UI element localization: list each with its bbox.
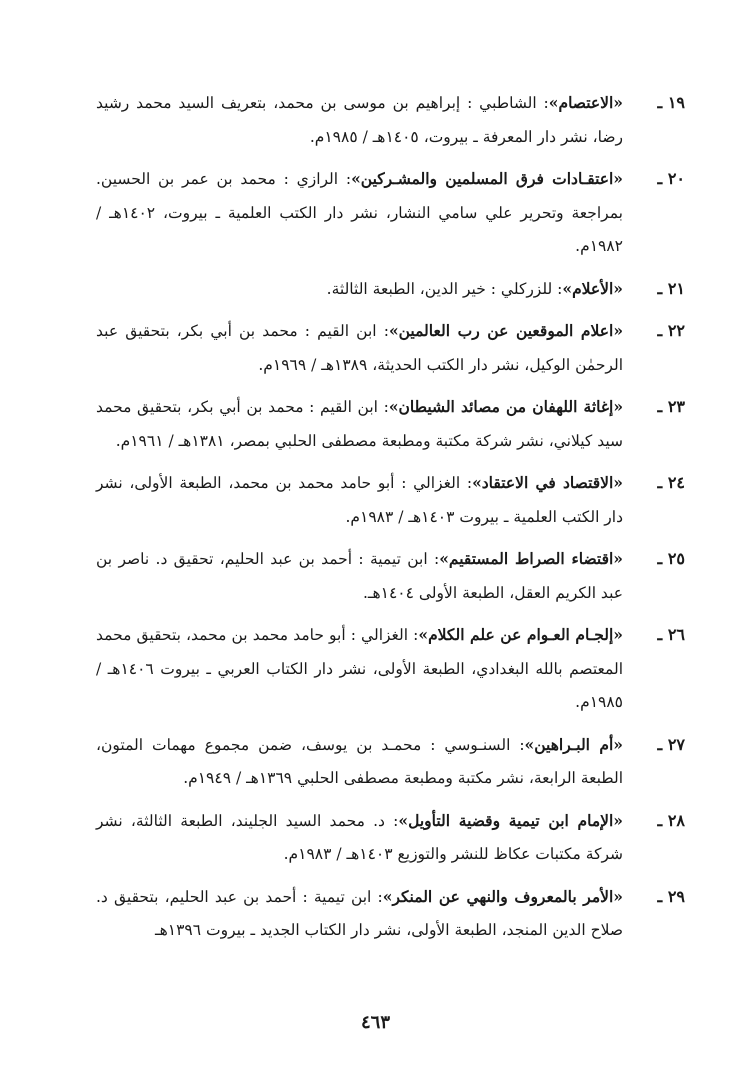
entry-title: «اعلام الموقعين عن رب العالمين» (388, 321, 624, 340)
entry-text: : ابن القيم : محمد بن أبي بكر، بتحقيق محمد سيد كيلاني، نشر شركة مكتبة ومطبعة مصطفى الحلبي بمصر، ١٣٨١هـ / ١٩٦١م. (96, 398, 623, 450)
entry-number: ٢٩ ـ (657, 886, 685, 906)
entry-text: : الغزالي : أبو حامد محمد بن محمد، الطبعة الأولى، نشر دار الكتب العلمية ـ بيروت ١٤٠٣هـ / ١٩٨٣م. (96, 474, 623, 526)
reference-entry (96, 804, 685, 872)
reference-list (96, 86, 685, 948)
entry-text: : للزركلي : خير الدين، الطبعة الثالثة. (326, 279, 563, 298)
entry-number: ٢٧ ـ (657, 734, 685, 754)
entry-number: ٢٦ ـ (657, 625, 685, 644)
reference-entry (96, 728, 685, 796)
entry-number: ٢١ ـ (657, 278, 685, 298)
entry-title: «اعتقـادات فرق المسلمين والمشـركين» (351, 169, 623, 188)
entry-text: : الغزالي : أبو حامد محمد بن محمد، بتحقيق محمد المعتصم بالله البغدادي، الطبعة الأولى، نشر دار الكتاب العربي ـ بيروت ١٤٠٦هـ / ١٩٨٥م. (96, 626, 623, 711)
entry-number: ١٩ ـ (657, 93, 685, 112)
reference-entry (96, 390, 685, 458)
entry-title: «الاقتصاد في الاعتقاد» (472, 473, 623, 492)
entry-text: : د. محمد السيد الجليند، الطبعة الثالثة، نشر شركة مكتبات عكاظ للنشر والتوزيع ١٤٠٣هـ / ١٩٨٣م. (96, 811, 623, 863)
entry-number: ٢٠ ـ (657, 169, 685, 188)
entry-text: : الشاطبي : إبراهيم بن موسى بن محمد، بتعريف السيد محمد رشيد رضا، نشر دار المعرفة ـ بيروت، ١٤٠٥هـ / ١٩٨٥م. (96, 94, 623, 146)
reference-entry (96, 314, 685, 382)
entry-number: ٢٥ ـ (657, 549, 685, 568)
entry-number: ٢٤ ـ (657, 473, 685, 492)
reference-entry (96, 86, 685, 154)
entry-text: : ابن تيمية : أحمد بن عبد الحليم، بتحقيق د. صلاح الدين المنجد، الطبعة الأولى، نشر دار الكتاب الجديد ـ بيروت ١٣٩٦هـ (96, 887, 623, 939)
entry-title: «الأمر بالمعروف والنهي عن المنكر» (382, 886, 623, 906)
entry-text: : ابن تيمية : أحمد بن عبد الحليم، تحقيق د. ناصر بن عبد الكريم العقل، الطبعة الأولى ١٤٠٤هـ. (96, 550, 623, 602)
reference-entry (96, 542, 685, 610)
reference-entry (96, 272, 685, 307)
entry-number: ٢٢ ـ (657, 321, 685, 340)
reference-entry (96, 466, 685, 534)
reference-entry (96, 880, 685, 948)
entry-title: «اقتضاء الصراط المستقيم» (439, 549, 623, 568)
entry-title: «أم البـراهين» (524, 734, 623, 754)
entry-title: «الأعلام» (562, 278, 623, 298)
reference-entry (96, 162, 685, 264)
entry-text: : ابن القيم : محمد بن أبي بكر، بتحقيق عبد الرحمٰن الوكيل، نشر دار الكتب الحديثة، ١٣٨٩هـ / ١٩٦٩م. (96, 322, 623, 374)
page-number: ٤٦٣ (360, 1012, 390, 1033)
entry-text: : السنـوسي : محمـد بن يوسف، ضمن مجموع مهمات المتون، الطبعة الرابعة، نشر مكتبة ومطبعة مصطفى الحلبي ١٣٦٩هـ / ١٩٤٩م. (96, 735, 623, 787)
entry-title: «إغاثة اللهفان من مصائد الشيطان» (388, 397, 624, 416)
reference-entry (96, 618, 685, 720)
entry-number: ٢٨ ـ (657, 810, 685, 830)
entry-text: : الرازي : محمد بن عمر بن الحسين. بمراجعة وتحرير علي سامي النشار، نشر دار الكتب العلمية ـ بيروت، ١٤٠٢هـ / ١٩٨٢م. (96, 170, 623, 255)
entry-title: «الإمام ابن تيمية وقضية التأويل» (398, 810, 623, 830)
entry-title: «إلجـام العـوام عن علم الكلام» (418, 625, 623, 644)
entry-title: «الاعتصام» (548, 93, 623, 112)
entry-number: ٢٣ ـ (657, 397, 685, 416)
